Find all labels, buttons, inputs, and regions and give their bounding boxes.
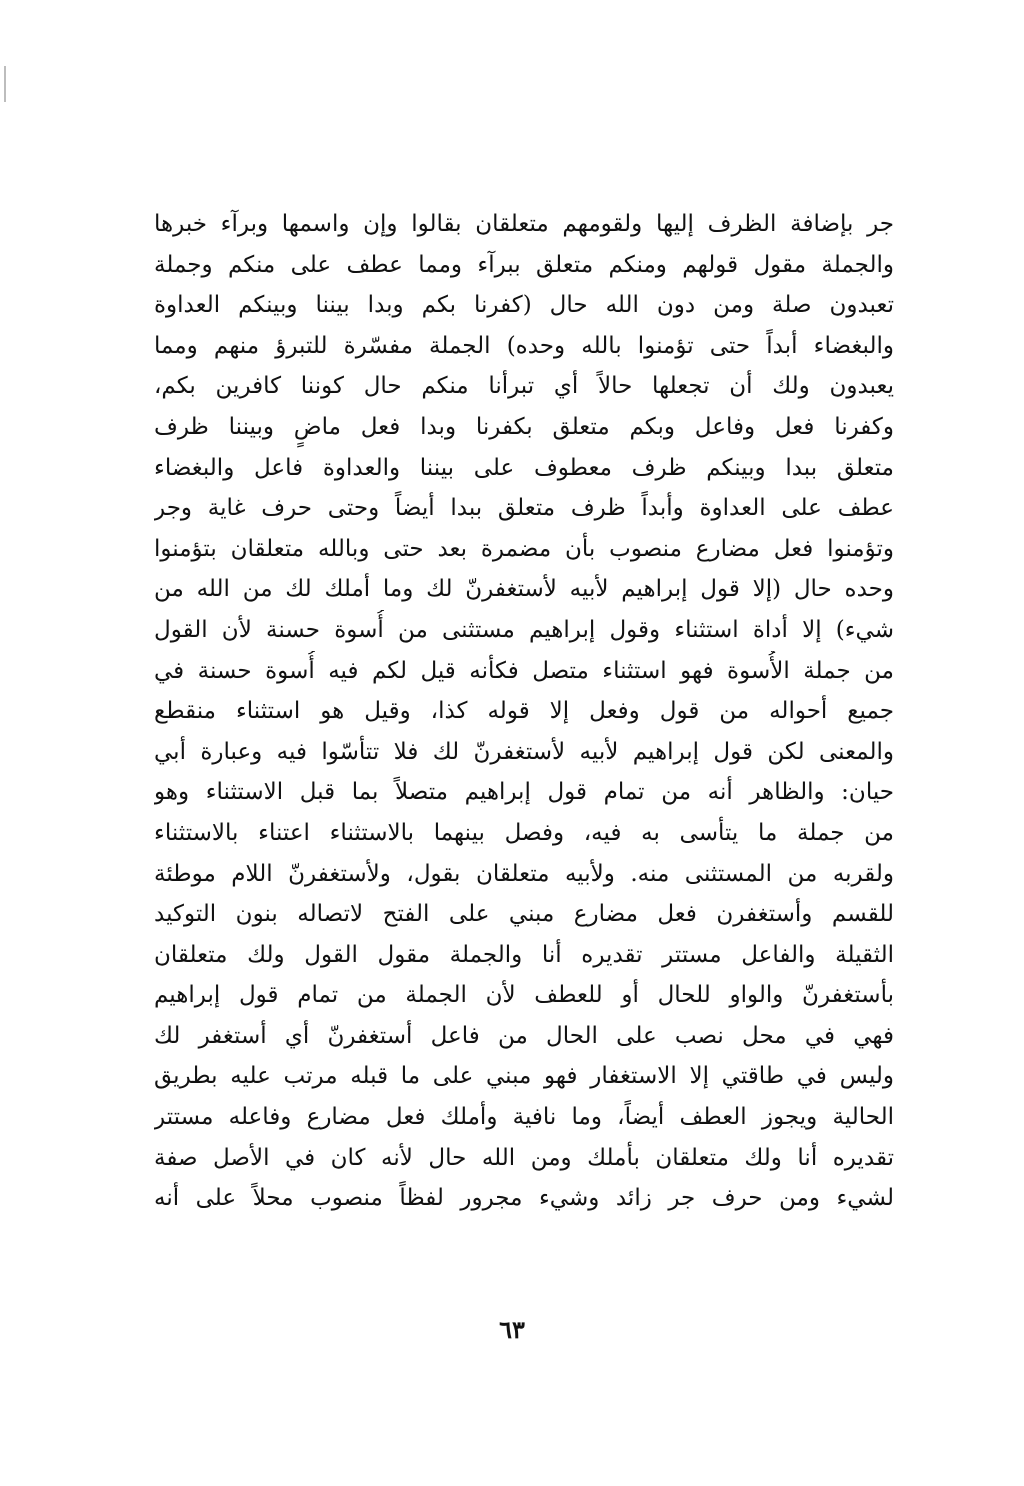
text-line: تعبدون صلة ومن دون الله حال (كفرنا بكم وبدا بيننا وبينكم العداوة [154, 292, 894, 319]
text-line: الثقيلة والفاعل مستتر تقديره أنا والجملة مقول القول ولك متعلقان [154, 941, 894, 968]
text-line: ولقربه من المستثنى منه. ولأبيه متعلقان بقول، ولأستغفرنّ اللام موطئة [154, 860, 894, 887]
text-line: فهي في محل نصب على الحال من فاعل أستغفرنّ أي أستغفر لك [154, 1022, 894, 1049]
text-line: من جملة ما يتأسى به فيه، وفصل بينهما بالاستثناء اعتناء بالاستثناء [154, 819, 894, 846]
text-line: من جملة الأُسوة فهو استثناء متصل فكأنه قيل لكم فيه أُسوة حسنة في [154, 657, 894, 684]
text-line: جميع أحواله من قول وفعل إلا قوله كذا، وقيل هو استثناء منقطع [154, 698, 894, 725]
scan-edge-mark [4, 66, 6, 102]
text-line: والمعنى لكن قول إبراهيم لأبيه لأستغفرنّ لك فلا تتأسّوا فيه وعبارة أبي [154, 738, 894, 765]
text-line: للقسم وأستغفرن فعل مضارع مبني على الفتح لاتصاله بنون التوكيد [154, 901, 894, 928]
text-line: حيان: والظاهر أنه من تمام قول إبراهيم متصلاً بما قبل الاستثناء وهو [154, 779, 894, 806]
text-line: لشيء ومن حرف جر زائد وشيء مجرور لفظاً منصوب محلاً على أنه [154, 1185, 894, 1212]
text-line: متعلق ببدا وبينكم ظرف معطوف على بيننا والعداوة فاعل والبغضاء [154, 454, 894, 481]
text-line: الحالية ويجوز العطف أيضاً، وما نافية وأملك فعل مضارع وفاعله مستتر [154, 1104, 894, 1131]
text-line: والجملة مقول قولهم ومنكم متعلق ببرآء ومما عطف على منكم وجملة [154, 251, 894, 278]
text-line: جر بإضافة الظرف إليها ولقومهم متعلقان بقالوا وإن واسمها وبرآء خبرها [154, 211, 894, 237]
body-text [154, 204, 894, 1219]
text-line: وليس في طاقتي إلا الاستغفار فهو مبني على ما قبله مرتب عليه بطريق [154, 1063, 894, 1090]
text-line: شيء) إلا أداة استثناء وقول إبراهيم مستثنى من أُسوة حسنة لأن القول [154, 616, 894, 643]
text-line: يعبدون ولك أن تجعلها حالاً أي تبرأنا منكم حال كوننا كافرين بكم، [154, 373, 894, 400]
text-line: وحده حال (إلا قول إبراهيم لأبيه لأستغفرنّ لك وما أملك لك من الله من [154, 576, 894, 603]
text-line: بأستغفرنّ والواو للحال أو للعطف لأن الجملة من تمام قول إبراهيم [154, 982, 894, 1009]
text-line: تقديره أنا ولك متعلقان بأملك ومن الله حال لأنه كان في الأصل صفة [154, 1144, 894, 1171]
text-line: وتؤمنوا فعل مضارع منصوب بأن مضمرة بعد حتى وبالله متعلقان بتؤمنوا [154, 535, 894, 562]
text-line: عطف على العداوة وأبداً ظرف متعلق ببدا أيضاً وحتى حرف غاية وجر [154, 495, 894, 522]
text-line: وكفرنا فعل وفاعل وبكم متعلق بكفرنا وبدا فعل ماضٍ وبيننا ظرف [154, 413, 894, 440]
text-line: والبغضاء أبداً حتى تؤمنوا بالله وحده) الجملة مفسّرة للتبرؤ منهم ومما [154, 332, 894, 359]
page-number: ٦٣ [499, 1315, 525, 1344]
